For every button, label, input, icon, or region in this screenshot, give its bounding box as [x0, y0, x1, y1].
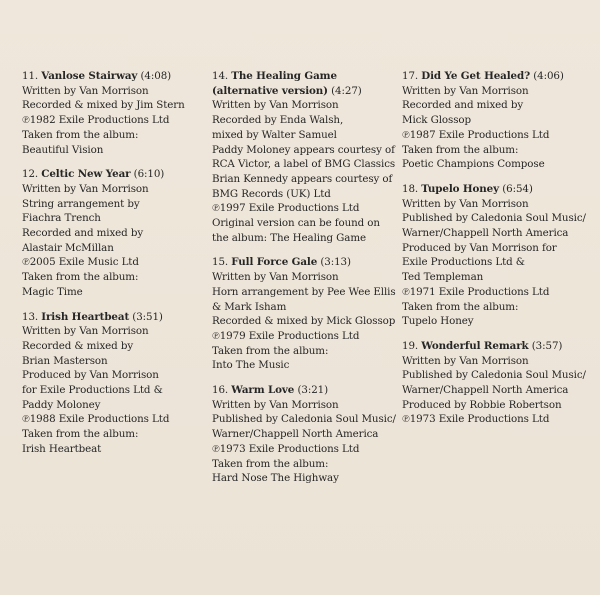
credit-line: BMG Records (UK) Ltd	[212, 187, 331, 200]
credit-line: Taken from the album:	[402, 300, 519, 313]
track-duration: (3:57)	[531, 339, 563, 352]
credit-line: RCA Victor, a label of BMG Classics	[212, 158, 396, 171]
credit-line: Taken from the album:	[212, 344, 329, 357]
liner-notes-column-3	[402, 69, 586, 437]
track-title: Full Force Gale	[231, 256, 318, 269]
track-12-credits	[22, 167, 194, 299]
track-number: 13.	[22, 310, 39, 323]
track-duration: (4:08)	[140, 70, 172, 82]
track-heading	[212, 255, 390, 270]
track-title: Irish Heartbeat	[41, 310, 130, 323]
credit-line: Written by Van Morrison	[22, 325, 149, 338]
track-title: Did Ye Get Healed?	[421, 70, 531, 82]
credit-line: Written by Van Morrison	[402, 354, 529, 367]
credit-line: Recorded and mixed by	[402, 99, 524, 112]
credit-line: mixed by Walter Samuel	[212, 128, 337, 141]
track-number: 16.	[212, 384, 229, 397]
credit-line: Recorded by Enda Walsh,	[212, 114, 344, 127]
track-19-credits	[402, 339, 586, 427]
credit-line: Mick Glossop	[402, 114, 471, 127]
track-number: 15.	[212, 256, 229, 269]
track-duration: (4:06)	[533, 70, 564, 82]
track-duration: (6:10)	[133, 168, 165, 181]
credit-line: Brian Kennedy appears courtesy of	[212, 172, 393, 185]
track-17-credits	[402, 69, 582, 172]
credit-line: Beautiful Vision	[22, 143, 104, 156]
credit-line: ℗2005 Exile Music Ltd	[22, 256, 139, 269]
credit-line: String arrangement by	[22, 197, 140, 210]
credit-line: Into The Music	[212, 359, 290, 372]
track-16-credits	[212, 383, 396, 486]
credit-line: Recorded and mixed by	[22, 227, 144, 240]
track-title: Vanlose Stairway	[41, 70, 138, 82]
track-11-credits	[22, 69, 194, 157]
track-title: Celtic New Year	[41, 168, 131, 181]
credit-line: Exile Productions Ltd &	[402, 256, 525, 269]
track-number: 19.	[402, 339, 419, 352]
track-heading	[212, 383, 390, 398]
track-title: Tupelo Honey	[421, 182, 500, 195]
liner-notes-column-2	[212, 69, 396, 496]
liner-notes-column-1	[22, 69, 194, 467]
track-title: Warm Love	[231, 384, 295, 397]
credit-line: ℗1982 Exile Productions Ltd	[22, 114, 170, 127]
track-duration: (4:27)	[331, 84, 362, 97]
credit-line: ℗1973 Exile Productions Ltd	[402, 413, 550, 426]
credit-line: Ted Templeman	[402, 271, 484, 284]
track-14-credits	[212, 69, 396, 245]
credit-line: Written by Van Morrison	[212, 271, 339, 284]
credit-line: Recorded & mixed by Jim Stern	[22, 99, 185, 112]
track-heading	[22, 310, 194, 325]
credit-line: Original version can be found on	[212, 217, 380, 230]
credit-line: Recorded & mixed by	[22, 339, 134, 352]
credit-line: Poetic Champions Compose	[402, 158, 545, 171]
track-title: The Healing Game	[231, 70, 337, 82]
track-heading	[212, 69, 390, 84]
credit-line: Produced by Van Morrison	[22, 369, 159, 382]
credit-line: Taken from the album:	[212, 457, 329, 470]
credit-line: Irish Heartbeat	[22, 442, 102, 455]
track-number: 12.	[22, 168, 39, 181]
credit-line: Written by Van Morrison	[22, 182, 149, 195]
credit-line: Alastair McMillan	[22, 241, 114, 254]
credit-line: ℗1971 Exile Productions Ltd	[402, 285, 550, 298]
track-number: 17.	[402, 70, 419, 82]
credit-line: Written by Van Morrison	[402, 84, 529, 97]
credit-line: Warner/Chappell North America	[402, 227, 569, 240]
credit-line: Hard Nose The Highway	[212, 472, 339, 485]
track-heading	[402, 182, 582, 197]
track-13-credits	[22, 310, 194, 457]
credit-line: ℗1987 Exile Productions Ltd	[402, 128, 550, 141]
credit-line: & Mark Isham	[212, 300, 287, 313]
credit-line: Tupelo Honey	[402, 315, 474, 328]
track-number: 11.	[22, 70, 39, 82]
credit-line: Written by Van Morrison	[402, 197, 529, 210]
credit-line: for Exile Productions Ltd &	[22, 384, 163, 397]
credit-line: Written by Van Morrison	[22, 84, 149, 97]
credit-line: ℗1973 Exile Productions Ltd	[212, 442, 360, 455]
credit-line: Produced by Robbie Robertson	[402, 398, 562, 411]
credit-line: Magic Time	[22, 285, 83, 298]
track-heading	[402, 69, 582, 84]
credit-line: ℗1988 Exile Productions Ltd	[22, 413, 170, 426]
credit-line: Produced by Van Morrison for	[402, 241, 557, 254]
track-number: 18.	[402, 182, 419, 195]
track-heading	[22, 69, 194, 84]
track-heading	[402, 339, 582, 354]
credit-line: Written by Van Morrison	[212, 398, 339, 411]
credit-line: Paddy Moloney	[22, 398, 101, 411]
track-heading	[22, 167, 194, 182]
credit-line: Warner/Chappell North America	[402, 384, 569, 397]
credit-line: Taken from the album:	[22, 428, 139, 441]
credit-line: Paddy Moloney appears courtesy of	[212, 143, 395, 156]
credit-line: Written by Van Morrison	[212, 99, 339, 112]
credit-line: Brian Masterson	[22, 354, 108, 367]
credit-line: Fiachra Trench	[22, 212, 101, 225]
track-duration: (3:21)	[297, 384, 329, 397]
track-duration: (3:51)	[132, 310, 163, 323]
credit-line: ℗1979 Exile Productions Ltd	[212, 329, 360, 342]
track-title-version: (alternative version)	[212, 84, 328, 97]
credit-line: Recorded & mixed by Mick Glossop	[212, 315, 396, 328]
credit-line: Published by Caledonia Soul Music/	[212, 413, 396, 426]
credit-line: Warner/Chappell North America	[212, 428, 379, 441]
credit-line: the album: The Healing Game	[212, 231, 366, 244]
track-duration: (3:13)	[320, 256, 351, 269]
track-15-credits	[212, 255, 396, 373]
track-title: Wonderful Remark	[421, 339, 529, 352]
track-number: 14.	[212, 70, 229, 82]
credit-line: Horn arrangement by Pee Wee Ellis	[212, 285, 396, 298]
track-duration: (6:54)	[502, 182, 533, 195]
credit-line: Published by Caledonia Soul Music/	[402, 369, 586, 382]
track-heading-continued	[212, 84, 390, 99]
credit-line: Taken from the album:	[22, 271, 139, 284]
credit-line: ℗1997 Exile Productions Ltd	[212, 202, 360, 215]
credit-line: Taken from the album:	[402, 143, 519, 156]
credit-line: Taken from the album:	[22, 128, 139, 141]
credit-line: Published by Caledonia Soul Music/	[402, 212, 586, 225]
track-18-credits	[402, 182, 586, 329]
